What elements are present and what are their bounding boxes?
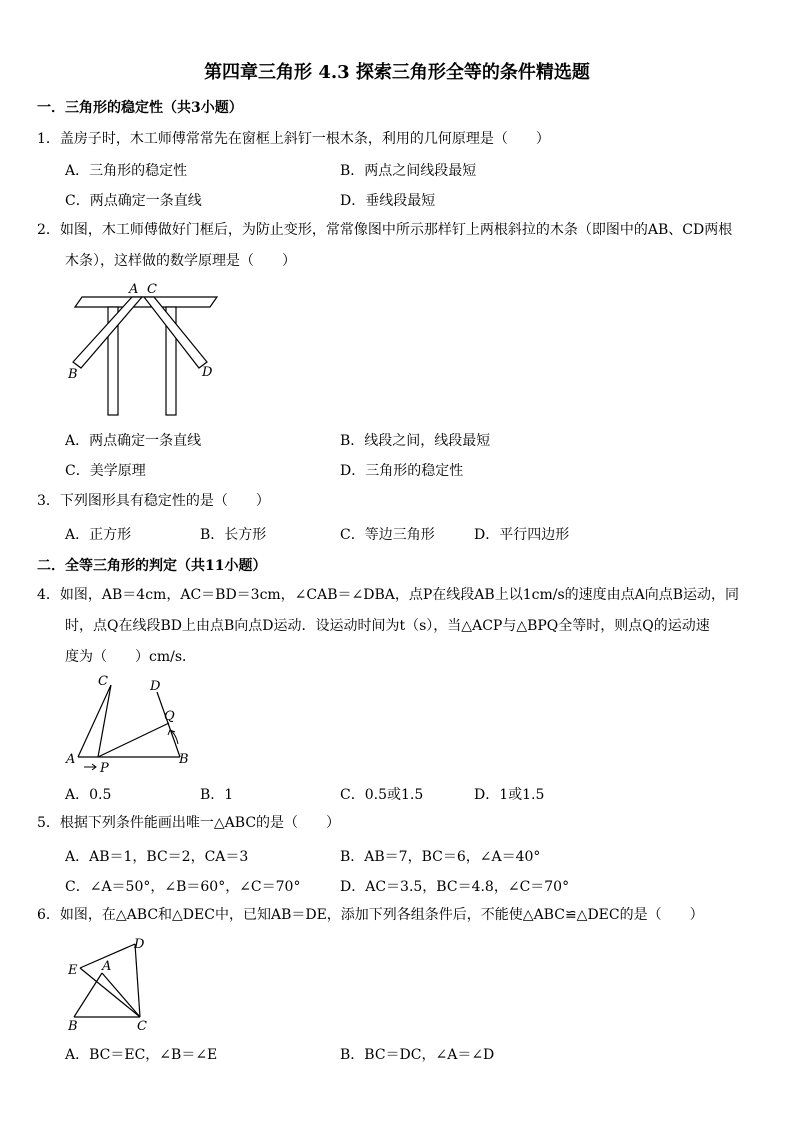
label-e: E	[68, 963, 78, 978]
question-stem	[37, 580, 757, 673]
option-b: B．两点之间线段最短	[340, 163, 477, 179]
label-b: B	[68, 1019, 78, 1034]
option-a: A．BC＝EC，∠B＝∠E	[65, 1047, 218, 1063]
label-c: C	[147, 282, 157, 297]
option-d: D．垂线段最短	[340, 193, 436, 209]
question-stem: 1．盖房子时，木工师傅常常先在窗框上斜钉一根木条，利用的几何原理是（ ）	[37, 131, 550, 147]
label-d: D	[150, 679, 161, 694]
label-q: Q	[164, 709, 175, 724]
section-heading: 二．全等三角形的判定（共11小题）	[37, 558, 267, 574]
option-b: B．1	[200, 787, 234, 803]
triangles-abc-dec-figure	[58, 932, 158, 1036]
label-b: B	[68, 367, 78, 382]
option-c: C．两点确定一条直线	[65, 193, 202, 209]
label-c: C	[137, 1019, 147, 1034]
option-a: A．0.5	[65, 787, 112, 803]
door-frame-figure	[62, 276, 232, 421]
label-d: D	[202, 365, 213, 380]
question-stem: 6．如图，在△ABC和△DEC中，已知AB＝DE，添加下列各组条件后，不能使△ABC≌△DEC的是（ ）	[37, 907, 704, 923]
page-title: 第四章三角形 4.3 探索三角形全等的条件精选题	[204, 62, 590, 83]
triangle-pq-figure	[60, 672, 200, 778]
label-a: A	[66, 752, 76, 767]
option-a: A．两点确定一条直线	[65, 433, 202, 449]
label-a: A	[129, 282, 139, 297]
question-stem: 5．根据下列条件能画出唯一△ABC的是（ ）	[37, 815, 341, 831]
label-a: A	[102, 959, 112, 974]
question-stem-line: 时，点Q在线段BD上由点B向点D运动．设运动时间为t（s），当△ACP与△BPQ全等时，则点Q的运动速	[65, 618, 710, 634]
label-c: C	[98, 674, 108, 689]
section-heading: 一．三角形的稳定性（共3小题）	[37, 100, 243, 116]
option-d: D．1或1.5	[474, 787, 545, 803]
label-d: D	[134, 937, 145, 952]
option-d: D．AC＝3.5，BC＝4.8，∠C＝70°	[340, 879, 570, 895]
question-stem	[37, 215, 757, 277]
question-stem: 3．下列图形具有稳定性的是（ ）	[37, 493, 270, 509]
question-stem-line: 4．如图，AB＝4cm，AC＝BD＝3cm，∠CAB＝∠DBA，点P在线段AB上以1cm/s的速度由点A向点B运动，同	[37, 587, 740, 603]
option-c: C．美学原理	[65, 463, 146, 479]
option-d: D．三角形的稳定性	[340, 463, 464, 479]
option-b: B．线段之间，线段最短	[340, 433, 491, 449]
label-b: B	[179, 752, 189, 767]
option-a: A．AB＝1，BC＝2，CA＝3	[65, 849, 249, 865]
question-stem-line: 木条），这样做的数学原理是（ ）	[65, 253, 296, 269]
option-c: C．等边三角形	[340, 527, 435, 543]
question-stem-line: 度为（ ）cm/s．	[65, 649, 197, 665]
option-b: B．AB＝7，BC＝6，∠A＝40°	[340, 849, 541, 865]
question-stem-line: 2．如图，木工师傅做好门框后，为防止变形，常常像图中所示那样钉上两根斜拉的木条（即图中的AB、CD两根	[37, 222, 733, 238]
option-c: C．0.5或1.5	[340, 787, 424, 803]
option-b: B．BC＝DC，∠A＝∠D	[340, 1047, 495, 1063]
option-c: C．∠A＝50°，∠B＝60°，∠C＝70°	[65, 879, 301, 895]
option-d: D．平行四边形	[474, 527, 570, 543]
option-a: A．正方形	[65, 527, 132, 543]
option-b: B．长方形	[200, 527, 267, 543]
label-p: P	[100, 761, 109, 776]
option-a: A．三角形的稳定性	[65, 163, 188, 179]
